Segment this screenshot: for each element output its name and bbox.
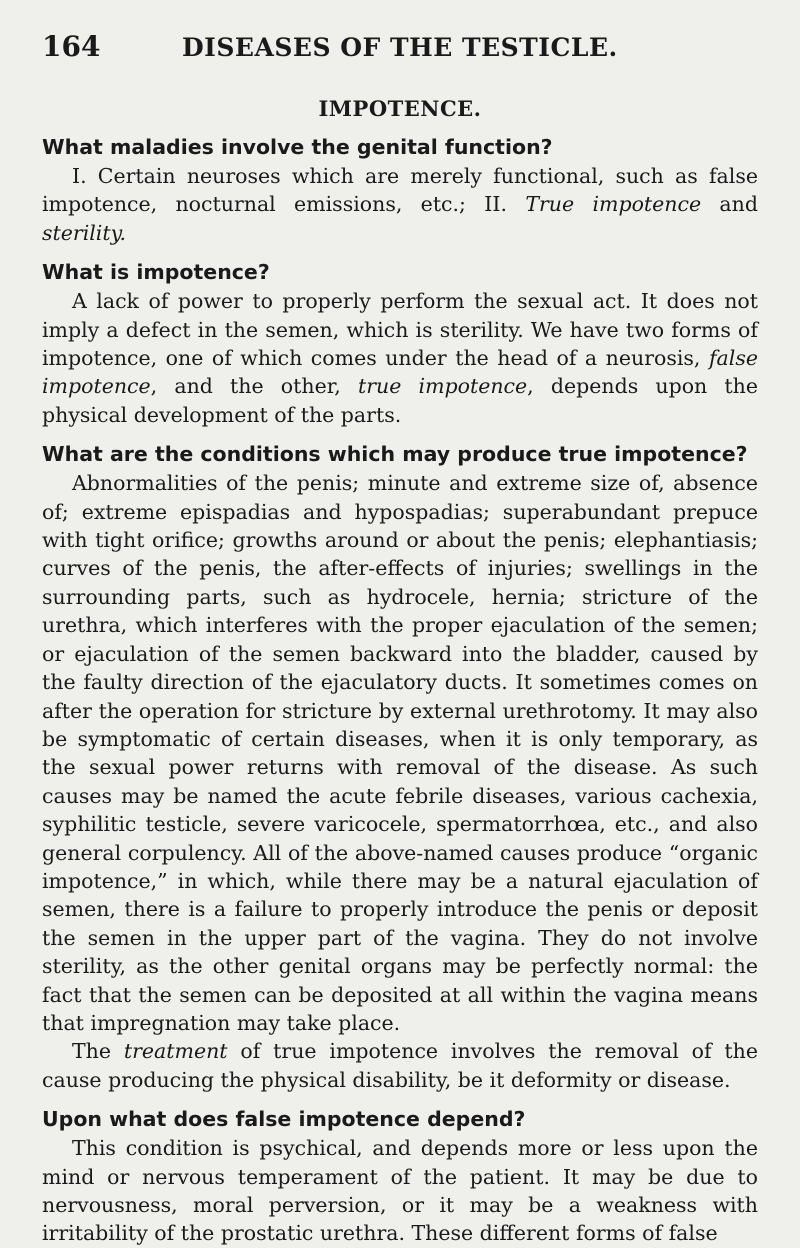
italic-text: sterility. (42, 220, 126, 245)
text-run: I. Certain neuroses which are merely functional, such as false impotence, nocturnal emissions, etc.; II. (42, 164, 758, 217)
answer-paragraph (42, 162, 758, 247)
question-heading: Upon what does false impotence depend? (42, 1107, 526, 1132)
page-number: 164 (42, 30, 101, 63)
question-heading: What maladies involve the genital function? (42, 135, 553, 159)
question-heading: What are the conditions which may produce true impotence? (42, 442, 748, 467)
italic-text: true impotence (357, 374, 528, 399)
page-header (42, 30, 758, 70)
text-run: A lack of power to properly perform the sexual act. It does not imply a defect in the semen, which is sterility. We have two forms of impotence, one of which comes under the head of a neurosis, (42, 289, 758, 371)
answer-paragraph (42, 469, 758, 1037)
italic-text: True impotence (525, 192, 702, 217)
answer-paragraph (42, 1037, 758, 1094)
text-run: The (72, 1039, 124, 1064)
answer-paragraph (42, 1134, 758, 1248)
italic-text: false impotence (42, 346, 758, 399)
question-heading: What is impotence? (42, 260, 270, 285)
text-run: , and the other, (150, 374, 358, 399)
text-run: of true impotence involves the removal of the cause producing the physical disability, be it deformity or disease. (42, 1039, 758, 1092)
running-head: DISEASES OF THE TESTICLE. (182, 33, 618, 62)
text-run: , depends upon the physical development of the parts. (42, 374, 758, 427)
text-run: Abnormalities of the penis; minute and extreme size of, absence of; extreme epispadias and hypospadias; superabundant prepuce with tight orifice; growths around or about the penis; elephantiasis; curves of the penis, the after-effects of injuries; swellings in the surrounding parts, such as hydrocele, hernia; stricture of the urethra, which interferes with the proper ejaculation of the semen; or ejaculation of the semen backward into the bladder, caused by the faulty direction of the ejaculatory ducts. It sometimes comes on after the operation for stricture by external urethrotomy. It may also be symptomatic of certain diseases, when it is only temporary, as the sexual power returns with removal of the disease. As such causes may be named the acute febrile diseases, various cachexia, syphilitic testicle, severe varicocele, spermatorrhœa, etc., and also general corpulency. All of the above-named causes produce “organic impotence,” in which, while there may be a natural ejaculation of semen, there is a failure to properly introduce the penis or deposit the semen in the upper part of the vagina. They do not involve sterility, as the other genital organs may be perfectly normal: the fact that the semen can be deposited at all within the vagina means that impregnation may take place. (42, 471, 758, 1035)
section-title: IMPOTENCE. (318, 96, 482, 121)
answer-paragraph (42, 287, 758, 429)
text-run: and (701, 192, 758, 217)
body-text (42, 132, 758, 1248)
text-run: This condition is psychical, and depends more or less upon the mind or nervous temperament of the patient. It may be due to nervousness, moral perversion, or it may be a weakness with irritability of the prostatic urethra. These different forms of false (42, 1136, 758, 1246)
italic-text: treatment (123, 1039, 228, 1064)
